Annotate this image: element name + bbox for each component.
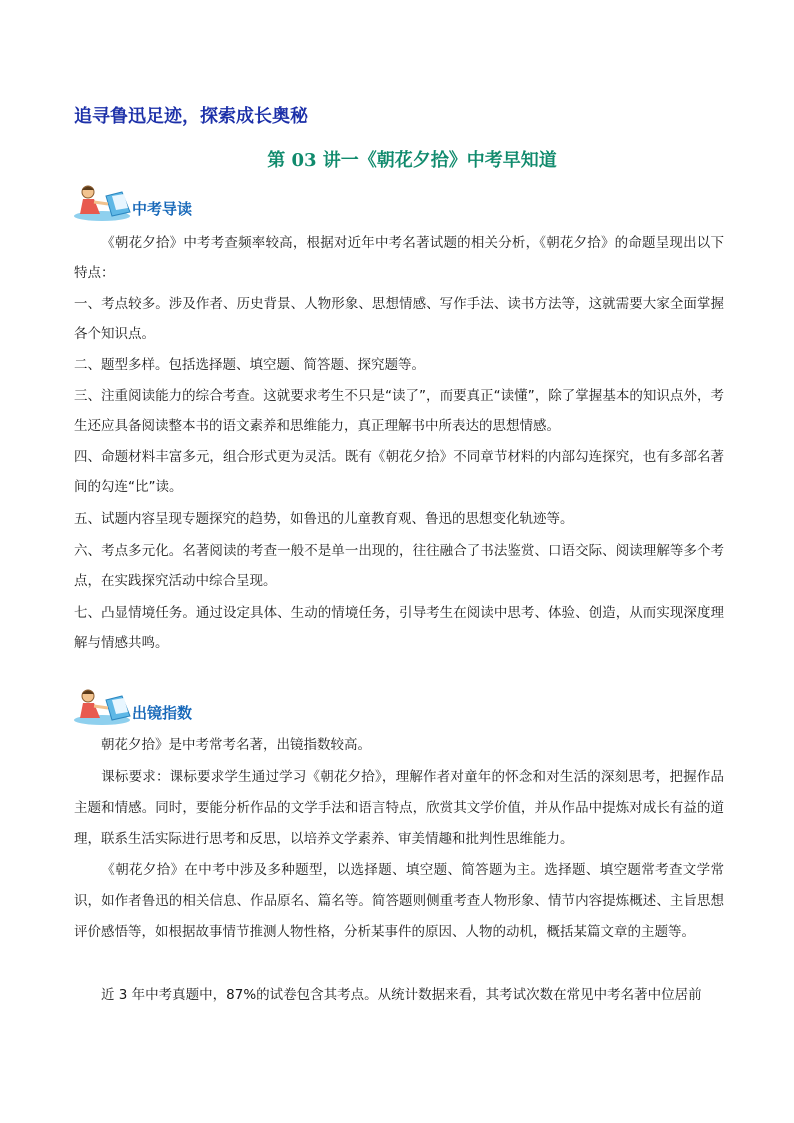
guide-point-5: 五、试题内容呈现专题探究的趋势，如鲁迅的儿童教育观、鲁迅的思想变化轨迹等。: [74, 511, 574, 527]
section-heading-guide: [72, 182, 292, 222]
section-heading-label: 出镜指数: [132, 704, 193, 722]
guide-point-7: 七、凸显情境任务。通过设定具体、生动的情境任务，引导考生在阅读中思考、体验、创造，从而实现深度理解与情感共鸣。: [74, 605, 724, 651]
guide-point-1: 一、考点较多。涉及作者、历史背景、人物形象、思想情感、写作手法、读书方法等，这就需要大家全面掌握各个知识点。: [74, 296, 724, 342]
curriculum-requirement: 课标要求：课标要求学生通过学习《朝花夕拾》，理解作者对童年的怀念和对生活的深刻思考，把握作品主题和情感。同时，要能分析作品的文学手法和语言特点，欣赏其文学价值，并从作品中提炼对成长有益的道理，联系生活实际进行思考和反思，以培养文学素养、审美情趣和批判性思维能力。: [74, 769, 724, 847]
guide-point-4: 四、命题材料丰富多元，组合形式更为灵活。既有《朝花夕拾》不同章节材料的内部勾连探究，也有多部名著间的勾连“比”读。: [74, 449, 724, 495]
exam-statistics: 近 3 年中考真题中，87%的试卷包含其考点。从统计数据来看，其考试次数在常见中考名著中位居前: [101, 987, 702, 1003]
question-types: 《朝花夕拾》在中考中涉及多种题型，以选择题、填空题、简答题为主。选择题、填空题常考查文学常识，如作者鲁迅的相关信息、作品原名、篇名等。简答题则侧重考查人物形象、情节内容提炼概述、主旨思想评价感悟等，如根据故事情节推测人物性格，分析某事件的原因、人物的动机，概括某篇文章的主题等。: [74, 862, 724, 940]
section-heading-index: [72, 686, 292, 726]
index-summary: 朝花夕拾》是中考常考名著，出镜指数较高。: [101, 737, 371, 753]
section-heading-label: 中考导读: [132, 200, 193, 218]
guide-intro: 《朝花夕拾》中考考查频率较高，根据对近年中考名著试题的相关分析，《朝花夕拾》的命题呈现出以下特点：: [74, 235, 724, 281]
lecture-title: 第 03 讲一《朝花夕拾》中考早知道: [267, 150, 557, 171]
guide-point-6: 六、考点多元化。名著阅读的考查一般不是单一出现的，往往融合了书法鉴赏、口语交际、阅读理解等多个考点，在实践探究活动中综合呈现。: [74, 543, 724, 589]
guide-point-3: 三、注重阅读能力的综合考查。这就要求考生不只是“读了”，而要真正“读懂”，除了掌握基本的知识点外，考生还应具备阅读整本书的语文素养和思维能力，真正理解书中所表达的思想情感。: [74, 388, 724, 434]
series-title: 追寻鲁迅足迹，探索成长奥秘: [74, 106, 308, 127]
guide-point-2: 二、题型多样。包括选择题、填空题、简答题、探究题等。: [74, 357, 425, 373]
